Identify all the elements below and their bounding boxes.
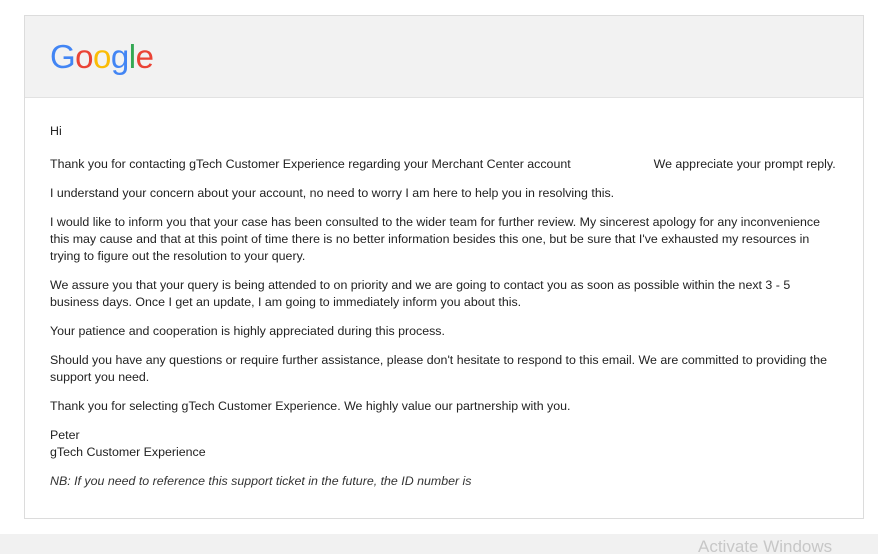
paragraph-concern: I understand your concern about your account, no need to worry I am here to help you in resolving this. xyxy=(50,186,615,200)
paragraph-thanks: Thank you for selecting gTech Customer Experience. We highly value our partnership with you. xyxy=(50,399,571,413)
paragraph-priority: We assure you that your query is being attended to on priority and we are going to contact you as soon as possible within the next 3 - 5 business days. Once I get an update, I am going to immediately inform you about this. xyxy=(50,278,791,309)
email-header xyxy=(25,16,863,98)
email-body xyxy=(25,98,863,490)
paragraph-questions: Should you have any questions or require further assistance, please don't hesitate to respond to this email. We are committed to providing the support you need. xyxy=(50,353,827,384)
redacted-account-id xyxy=(574,158,650,172)
intro-text-end: We appreciate your prompt reply. xyxy=(653,157,836,171)
signature-team: gTech Customer Experience xyxy=(50,445,206,459)
signature xyxy=(50,427,838,461)
redacted-recipient-name xyxy=(65,125,113,139)
nb-note xyxy=(50,473,838,490)
greeting xyxy=(50,123,838,140)
redacted-ticket-id xyxy=(475,475,575,489)
nb-text: NB: If you need to reference this support ticket in the future, the ID number is xyxy=(50,474,472,488)
activate-windows-watermark: Activate Windows xyxy=(698,537,833,554)
email-card xyxy=(24,15,864,519)
signature-name: Peter xyxy=(50,428,80,442)
google-logo: Google xyxy=(50,38,154,75)
paragraph-patience: Your patience and cooperation is highly appreciated during this process. xyxy=(50,324,445,338)
paragraph-intro xyxy=(50,156,838,173)
paragraph-review: I would like to inform you that your case has been consulted to the wider team for further review. My sincerest apology for any inconvenience this may cause and that at this point of time there is no better information besides this one, but be sure that I've exhausted my resources in trying to figure out the resolution to your query. xyxy=(50,215,820,263)
intro-text: Thank you for contacting gTech Customer Experience regarding your Merchant Center account xyxy=(50,157,571,171)
greeting-text: Hi xyxy=(50,124,62,138)
